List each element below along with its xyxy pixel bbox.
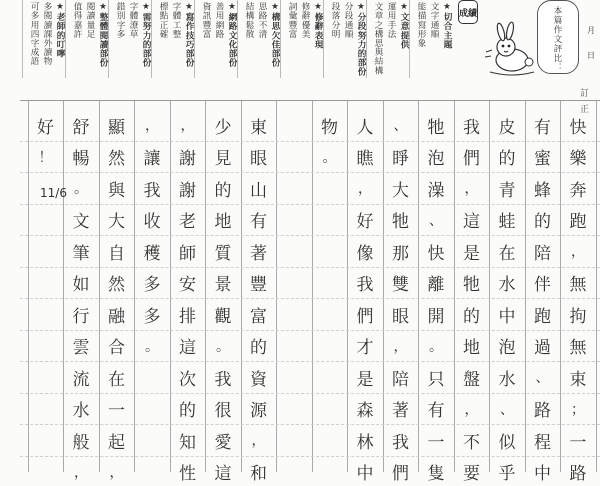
- essay-character: 有: [250, 212, 267, 232]
- essay-character: 觀: [214, 306, 232, 327]
- form-column-item: 標點正確: [158, 2, 168, 39]
- essay-character: 水: [72, 401, 90, 421]
- form-column-item: 閱讀量足: [85, 2, 95, 39]
- grid-row-guide: [20, 204, 600, 205]
- essay-character: 路: [534, 401, 551, 421]
- form-column-item: 修辭優美: [300, 2, 310, 39]
- grade-label: 成績: [458, 0, 478, 24]
- essay-character: 程: [534, 432, 551, 453]
- essay-character: 有: [427, 401, 445, 421]
- essay-character: 多: [143, 306, 161, 327]
- essay-character: 水: [498, 369, 516, 390]
- essay-character: 富: [250, 306, 267, 327]
- essay-character: 少: [214, 117, 232, 138]
- essay-character: 拘: [569, 306, 587, 327]
- essay-character: 林: [356, 432, 374, 453]
- essay-character: 盤: [463, 369, 480, 390]
- grid-column-line: [489, 101, 490, 472]
- comment-label: 本篇作文評比：: [552, 6, 562, 73]
- correction-label-2: 正: [580, 105, 590, 115]
- essay-character: 、: [429, 212, 443, 229]
- correction-label-1: 訂: [580, 89, 590, 99]
- essay-character: 才: [356, 338, 374, 358]
- essay-character: 我: [143, 180, 161, 201]
- essay-character: ；: [571, 401, 585, 418]
- essay-character: 雙: [392, 275, 409, 295]
- essay-character: 地: [214, 212, 232, 232]
- form-column-item: 字體工整: [171, 2, 181, 39]
- grid-row-guide: [20, 298, 600, 299]
- essay-character: 像: [356, 243, 374, 264]
- essay-character: 乎: [498, 464, 516, 484]
- essay-character: 離: [427, 275, 445, 295]
- essay-character: 的: [534, 212, 551, 232]
- essay-character: 流: [72, 369, 90, 390]
- essay-character: 舒: [72, 117, 90, 138]
- essay-character: 老: [179, 212, 196, 232]
- grid-column-line: [560, 101, 561, 472]
- essay-character: 山: [250, 180, 267, 201]
- essay-character: 我: [392, 432, 409, 453]
- date-field: [587, 18, 599, 68]
- essay-character: 雲: [72, 338, 90, 358]
- essay-character: ，: [571, 244, 585, 260]
- grid-column-line: [28, 101, 29, 472]
- essay-character: 青: [498, 180, 516, 201]
- essay-character: 好: [356, 212, 374, 232]
- essay-character: 睜: [392, 149, 409, 169]
- essay-character: 中: [498, 306, 516, 327]
- grid-column-line: [312, 101, 313, 472]
- essay-character: 這: [463, 212, 480, 232]
- essay-character: 伴: [534, 275, 551, 295]
- essay-character: 如: [72, 275, 90, 295]
- essay-character: 性: [179, 464, 196, 484]
- essay-character: 是: [463, 243, 480, 264]
- essay-character: 皮: [498, 117, 516, 138]
- grid-row-guide: [20, 393, 600, 394]
- essay-character: 穫: [143, 243, 161, 264]
- essay-character: 謝: [179, 149, 196, 169]
- essay-character: 師: [179, 243, 196, 264]
- essay-character: 安: [179, 275, 196, 295]
- essay-character: 豐: [250, 275, 267, 295]
- grid-column-line: [525, 101, 526, 472]
- essay-character: 只: [427, 369, 445, 390]
- form-column-heading: ★老師的叮嚀: [55, 2, 65, 58]
- grid-row-guide: [20, 141, 600, 142]
- form-column-item: 結構鬆散: [244, 2, 254, 39]
- form-column-item: 思路不清: [257, 2, 267, 39]
- date-month-label: 月: [587, 26, 595, 35]
- essay-character: 的: [498, 149, 516, 169]
- essay-character: 和: [250, 464, 267, 484]
- essay-character: 起: [108, 432, 125, 453]
- form-column-item: 分段通順: [343, 2, 353, 39]
- essay-character: 泡: [498, 338, 516, 358]
- essay-character: 這: [214, 464, 232, 484]
- essay-character: ，: [180, 118, 195, 134]
- essay-character: 暢: [72, 149, 90, 169]
- form-column-item: 可多用四字成語: [29, 2, 39, 66]
- essay-character: 著: [250, 243, 267, 264]
- essay-character: 蜂: [534, 180, 551, 201]
- essay-character: 次: [179, 369, 196, 390]
- grid-row-guide: [20, 330, 600, 331]
- essay-character: 在: [108, 369, 125, 390]
- essay-character: 們: [463, 149, 480, 169]
- essay-character: 一: [427, 432, 445, 453]
- essay-character: 過: [534, 338, 551, 358]
- form-column-item: 文字通順: [429, 2, 439, 39]
- essay-character: 跑: [569, 212, 587, 232]
- essay-character: 無: [569, 338, 587, 358]
- essay-character: 源: [250, 401, 267, 421]
- essay-character: 們: [356, 306, 374, 327]
- grid-column-line: [134, 101, 135, 472]
- essay-character: 收: [143, 212, 161, 232]
- essay-character: 這: [179, 338, 196, 358]
- grid-column-line: [205, 101, 206, 472]
- form-column-heading: ★整體閱讀部份: [98, 2, 108, 68]
- essay-character: 快: [427, 243, 445, 264]
- essay-character: 。: [322, 149, 337, 166]
- essay-character: 無: [569, 275, 587, 295]
- form-column-item: 值得嘉許: [72, 2, 82, 39]
- essay-character: 顯: [108, 117, 125, 138]
- essay-character: 文: [72, 212, 90, 232]
- essay-character: 我: [356, 275, 374, 295]
- essay-character: ，: [145, 118, 159, 134]
- essay-character: ，: [251, 433, 266, 449]
- essay-character: 隻: [427, 464, 445, 484]
- grid-column-line: [454, 101, 455, 472]
- grid-row-guide: [20, 361, 600, 362]
- essay-character: 牠: [427, 117, 445, 138]
- grid-row-guide: [20, 424, 600, 425]
- essay-character: 著: [392, 401, 409, 421]
- essay-character: 。: [429, 338, 443, 355]
- grid-column-line: [383, 101, 384, 472]
- essay-character: 、: [535, 370, 550, 386]
- essay-character: 中: [356, 464, 374, 484]
- comment-box: [537, 0, 579, 74]
- essay-character: 要: [463, 464, 480, 484]
- essay-character: 水: [498, 275, 516, 295]
- essay-character: 的: [179, 401, 196, 421]
- essay-character: 似: [498, 432, 516, 453]
- grid-column-line: [347, 101, 348, 472]
- essay-character: 般: [72, 432, 90, 453]
- essay-character: ，: [464, 401, 479, 418]
- grid-column-line: [99, 101, 100, 472]
- essay-character: 的: [214, 180, 232, 201]
- essay-character: 行: [72, 306, 90, 327]
- form-column-item: 善用網路: [214, 2, 224, 39]
- essay-character: 筆: [72, 243, 90, 264]
- form-column-item: 多閱讀課外讀物: [42, 2, 52, 66]
- essay-character: 蜜: [534, 149, 551, 169]
- essay-character: 我: [214, 369, 232, 390]
- form-column-item: 段落分明: [330, 2, 340, 39]
- form-column-item: 錯別字多: [115, 2, 125, 39]
- form-column-item: 能描寫形象: [416, 2, 426, 48]
- form-divider: [22, 0, 23, 78]
- essay-character: 多: [143, 275, 161, 295]
- grid-column-line: [170, 101, 171, 472]
- essay-character: 資: [250, 369, 267, 390]
- form-column-heading: ★文意提供: [399, 2, 409, 49]
- essay-character: 見: [214, 149, 232, 169]
- essay-character: 眼: [392, 306, 409, 327]
- essay-character: 們: [392, 464, 409, 484]
- essay-character: 是: [356, 369, 374, 390]
- essay-character: ，: [393, 338, 408, 355]
- essay-character: 讓: [143, 149, 161, 169]
- grid-row-guide: [20, 235, 600, 236]
- essay-character: 不: [463, 432, 480, 453]
- essay-character: 眼: [250, 149, 267, 169]
- form-column-heading: ★需努力的部份: [141, 2, 151, 68]
- grid-column-line: [241, 101, 242, 472]
- essay-character: 的: [463, 306, 480, 327]
- grid-column-line: [418, 101, 419, 472]
- essay-character: 地: [463, 338, 480, 358]
- teacher-date-mark: 11/6: [40, 186, 67, 200]
- essay-character: 知: [179, 432, 196, 453]
- essay-character: 大: [392, 180, 409, 201]
- grid-row-guide: [20, 267, 600, 268]
- essay-character: 那: [392, 243, 409, 264]
- essay-character: ，: [358, 181, 372, 197]
- essay-character: 瞧: [356, 149, 374, 169]
- form-column-heading: ★分段努力的部份: [356, 2, 366, 77]
- essay-character: 。: [145, 338, 159, 355]
- form-column-heading: ★網路文化部份: [227, 2, 237, 68]
- essay-character: ，: [109, 464, 124, 481]
- form-column-item: 字體潦草: [128, 2, 138, 39]
- essay-character: 森: [356, 401, 374, 421]
- date-day-label: 日: [587, 51, 595, 60]
- essay-character: 與: [108, 180, 125, 201]
- essay-character: 大: [108, 212, 125, 232]
- form-column-item: 資訊豐富: [201, 2, 211, 39]
- essay-character: ，: [464, 181, 479, 197]
- essay-character: 人: [356, 117, 374, 138]
- rabbit-mascot-icon: [482, 22, 540, 80]
- essay-character: 自: [108, 243, 125, 264]
- form-column-heading: ★構思欠佳部份: [270, 2, 280, 68]
- essay-character: 的: [250, 338, 267, 358]
- form-column-heading: ★切合主題: [442, 2, 452, 49]
- grid-column-line: [596, 101, 597, 472]
- essay-character: 有: [534, 117, 551, 138]
- essay-character: 排: [179, 306, 196, 327]
- essay-character: 融: [108, 306, 125, 327]
- essay-character: 。: [74, 181, 88, 197]
- grid-row-guide: [20, 456, 600, 457]
- writing-grid: [20, 100, 600, 484]
- form-column-heading: ★修辭表現: [313, 2, 323, 49]
- essay-character: 開: [427, 306, 445, 327]
- grid-column-line: [63, 101, 64, 472]
- essay-character: 我: [463, 117, 480, 138]
- grid-row-guide: [20, 172, 600, 173]
- essay-character: 樂: [569, 149, 587, 169]
- essay-character: 一: [569, 432, 587, 453]
- grid-column-line: [276, 101, 277, 472]
- essay-character: 澡: [427, 180, 445, 201]
- essay-character: 然: [108, 149, 125, 169]
- form-column-heading: ★寫作技巧部份: [184, 2, 194, 68]
- essay-character: 質: [214, 243, 232, 264]
- essay-character: 在: [498, 243, 516, 264]
- essay-character: 物: [321, 117, 338, 138]
- essay-character: 牠: [463, 275, 480, 295]
- essay-character: 、: [500, 401, 514, 418]
- essay-character: 景: [214, 275, 232, 295]
- form-column-item: 詞彙豐富: [287, 2, 297, 39]
- essay-character: 合: [108, 338, 125, 358]
- essay-character: 、: [393, 118, 408, 134]
- essay-character: 愛: [214, 432, 232, 453]
- essay-character: 然: [108, 275, 125, 295]
- essay-character: 好: [37, 117, 54, 138]
- essay-character: 。: [216, 338, 230, 355]
- essay-character: 牠: [392, 212, 409, 232]
- essay-character: 跑: [534, 306, 551, 327]
- essay-character: 很: [214, 401, 232, 421]
- essay-character: 中: [534, 464, 551, 484]
- essay-character: 蛙: [498, 212, 516, 232]
- essay-character: 束: [569, 369, 587, 390]
- essay-character: ！: [38, 149, 53, 166]
- essay-character: 泡: [427, 149, 445, 169]
- form-column-item: 文章之構思與結構: [373, 2, 383, 75]
- form-column-item: 運用手法: [386, 2, 396, 39]
- essay-character: 謝: [179, 180, 196, 201]
- essay-character: 東: [250, 117, 267, 138]
- essay-character: 陪: [392, 369, 409, 390]
- essay-character: 一: [108, 401, 125, 421]
- essay-character: 奔: [569, 180, 587, 201]
- essay-character: 快: [569, 117, 587, 138]
- essay-character: 陪: [534, 243, 551, 264]
- essay-character: 路: [569, 464, 587, 484]
- essay-character: ，: [74, 464, 88, 481]
